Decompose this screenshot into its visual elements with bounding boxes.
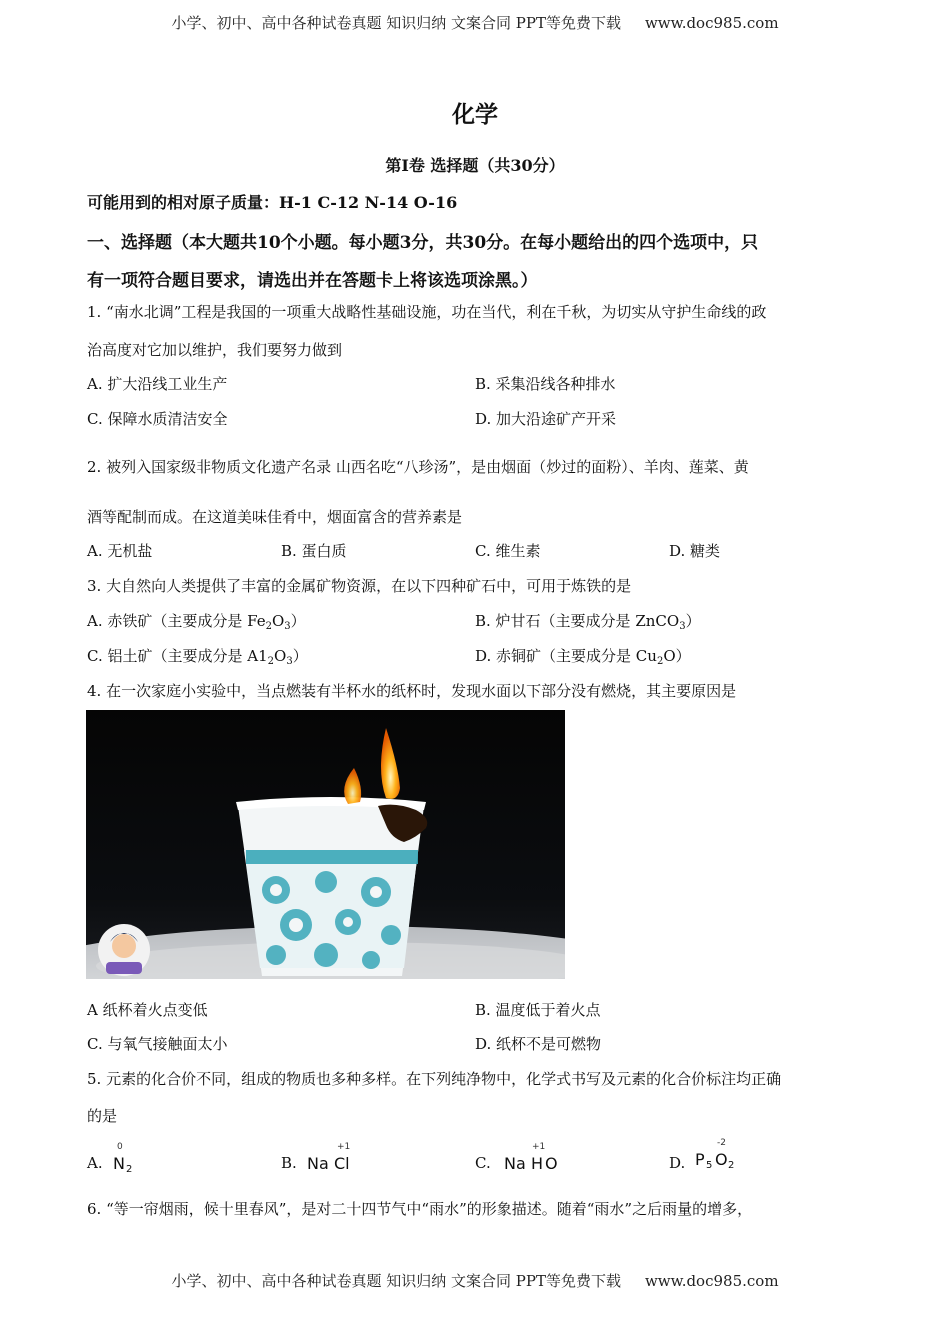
q3-option-c: C. 铝土矿（主要成分是 $A1_2O_3$） [87, 647, 308, 667]
q4-option-c: C. 与氧气接触面太小 [87, 1035, 228, 1053]
header-text: 小学、初中、高中各种试卷真题 知识归纳 文案合同 PPT等免费下载 [171, 14, 621, 32]
q1-stem-line2: 治高度对它加以维护，我们要努力做到 [87, 341, 343, 359]
q3-option-d: D. 赤铜矿（主要成分是 $Cu_2O$） [475, 647, 691, 667]
q4-option-a: A 纸杯着火点变低 [87, 1001, 208, 1019]
q1-option-d: D. 加大沿途矿产开采 [475, 410, 617, 428]
q5-stem-line1: 5. 元素的化合价不同，组成的物质也多种多样。在下列纯净物中，化学式书写及元素的化合价标注均正确 [87, 1070, 782, 1088]
q1-option-a: A. 扩大沿线工业生产 [87, 375, 228, 393]
q1-option-c: C. 保障水质清洁安全 [87, 410, 228, 428]
q2-option-a: A. 无机盐 [87, 542, 153, 560]
q4-stem: 4. 在一次家庭小实验中，当点燃装有半杯水的纸杯时，发现水面以下部分没有燃烧，其主要原因是 [87, 682, 737, 700]
q6-stem-line1: 6. “等一帘烟雨，候十里春风”，是对二十四节气中“雨水”的形象描述。随着“雨水”之后雨量的增多， [87, 1200, 753, 1218]
q4-option-d: D. 纸杯不是可燃物 [475, 1035, 602, 1053]
q5-stem-line2: 的是 [87, 1107, 118, 1125]
instructions-line1: 一、选择题（本大题共10个小题。每小题3分，共30分。在每小题给出的四个选项中，只 [87, 233, 759, 253]
atomic-mass-note: 可能用到的相对原子质量：H-1 C-12 N-14 O-16 [87, 193, 458, 212]
footer-text: 小学、初中、高中各种试卷真题 知识归纳 文案合同 PPT等免费下载 [171, 1272, 621, 1290]
section-title: 第Ⅰ卷 选择题（共30分） [385, 156, 565, 175]
q2-option-b: B. 蛋白质 [281, 542, 347, 560]
page-footer [0, 1270, 950, 1291]
page-title: 化学 [452, 101, 498, 128]
burning-paper-cup-photo [86, 710, 565, 979]
q1-option-b: B. 采集沿线各种排水 [475, 375, 616, 393]
q3-option-b: B. 炉甘石（主要成分是 ZnCO$_3$） [475, 612, 701, 632]
q2-stem-line1: 2. 被列入国家级非物质文化遗产名录 山西名吃“八珍汤”，是由烟面（炒过的面粉）、羊肉、莲菜、黄 [87, 458, 749, 476]
header-url[interactable]: www.doc985.com [644, 14, 779, 32]
footer-url[interactable]: www.doc985.com [644, 1272, 779, 1290]
q2-option-c: C. 维生素 [475, 542, 541, 560]
q3-option-a: A. 赤铁矿（主要成分是 $Fe_2O_3$） [87, 612, 306, 632]
q2-stem-line2: 酒等配制而成。在这道美味佳肴中，烟面富含的营养素是 [87, 508, 463, 526]
page-header [0, 12, 950, 33]
q2-option-d: D. 糖类 [669, 542, 721, 560]
q1-stem-line1: 1. “南水北调”工程是我国的一项重大战略性基础设施，功在当代，利在千秋，为切实从守护生命线的政 [87, 303, 767, 321]
q3-stem: 3. 大自然向人类提供了丰富的金属矿物资源，在以下四种矿石中，可用于炼铁的是 [87, 577, 632, 595]
instructions-line2: 有一项符合题目要求，请选出并在答题卡上将该选项涂黑。） [87, 271, 538, 291]
q4-option-b: B. 温度低于着火点 [475, 1001, 601, 1019]
